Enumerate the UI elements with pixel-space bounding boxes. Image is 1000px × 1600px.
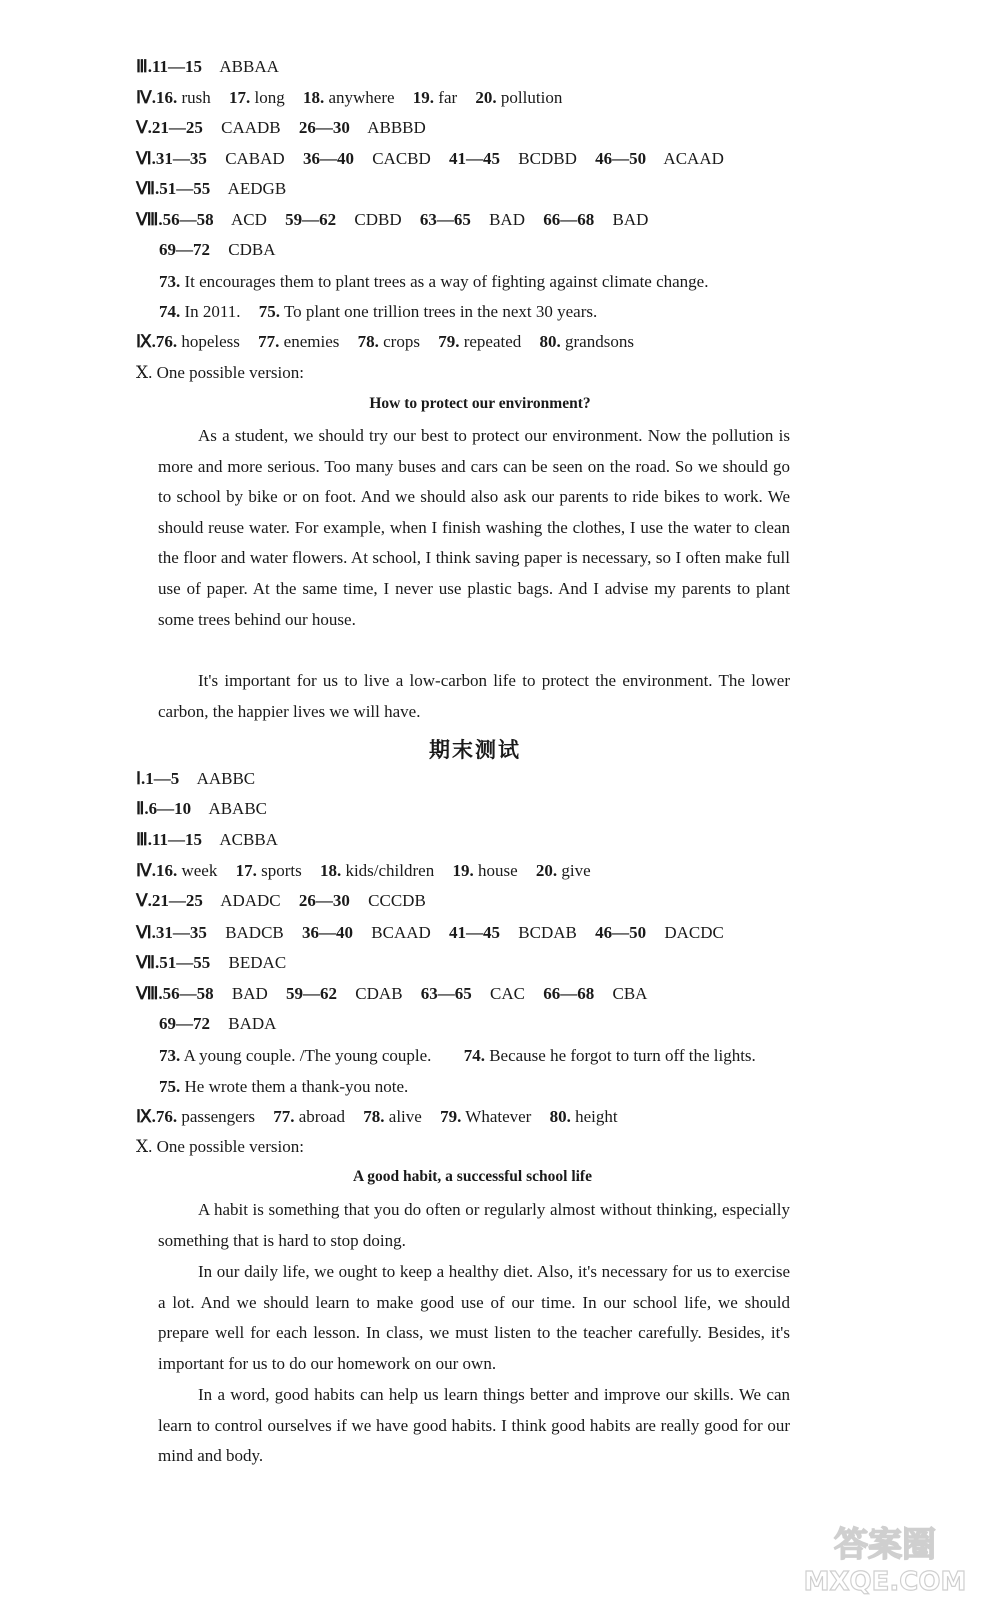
question-range: 36—40 (302, 923, 354, 942)
row-label: Ⅵ.31—35 (136, 149, 207, 168)
question-number: 18. (302, 88, 325, 107)
answer-value: house (477, 861, 518, 880)
question-number: 77. (258, 332, 280, 351)
answer-value: sports (261, 861, 302, 880)
answer-value: far (438, 88, 458, 107)
answer-value: BCAAD (371, 923, 431, 942)
answer-value: ABBBD (367, 118, 426, 137)
row-label: Ⅸ.76. (136, 1107, 178, 1126)
answer-value: hopeless (181, 332, 240, 351)
answer-value: CBA (612, 984, 648, 1003)
answer-row-9 (136, 331, 634, 353)
essay-paragraph-2 (158, 666, 790, 727)
row-label: Ⅶ.51—55 (136, 179, 211, 198)
question-number: 79. (440, 1107, 462, 1126)
answer-74-75 (159, 301, 597, 323)
question-number: 73. (159, 272, 181, 291)
essay-paragraph-1 (158, 421, 790, 635)
essay-text: As a student, we should try our best to protect our environment. Now the pollution is more and more serious. Too many buses and cars can be seen on the road. So we should go to school by bike or on foot. And we should also ask our parents to ride bikes to work. We should reuse water. For example, when I finish washing the clothes, I use the water to clean the floor and water flowers. At school, I think saving paper is necessary, so I often make full use of paper. At the same time, I never use plastic bags. And I advise my parents to plant some trees behind our house. (158, 426, 790, 629)
row-label: Ⅳ.16. (136, 861, 178, 880)
answer-value: CAADB (221, 118, 281, 137)
answer-value: height (575, 1107, 618, 1126)
answer-value: rush (181, 88, 211, 107)
essay-text: In a word, good habits can help us learn things better and improve our skills. We can learn to control ourselves if we have good habits. I think good habits are really good for our mind and body. (158, 1385, 790, 1466)
question-number: 20. (535, 861, 558, 880)
question-range: 26—30 (298, 118, 350, 137)
question-number: 73. (159, 1046, 181, 1065)
row-label: Ⅱ.6—10 (136, 799, 192, 818)
answer-value: give (561, 861, 591, 880)
question-range: 36—40 (302, 149, 354, 168)
question-number: 74. (463, 1046, 485, 1065)
answer-row-10: Ⅹ. One possible version: (136, 1137, 304, 1156)
essay-title: A good habit, a successful school life (353, 1168, 592, 1185)
answer-value: He wrote them a thank-you note. (184, 1077, 409, 1096)
answer-value: CAC (490, 984, 525, 1003)
question-range: 63—65 (419, 210, 471, 229)
row-label: 69—72 (159, 1014, 210, 1033)
row-label: Ⅴ.21—25 (136, 118, 203, 137)
answer-value: long (254, 88, 285, 107)
question-range: 46—50 (595, 149, 647, 168)
answer-value: BCDAB (518, 923, 577, 942)
question-number: 19. (452, 861, 474, 880)
answer-value: A young couple. /The young couple. (183, 1046, 432, 1065)
answer-row-5 (136, 117, 426, 139)
answer-value: CACBD (372, 149, 431, 168)
answer-value: ACBBA (219, 830, 278, 849)
question-number: 17. (228, 88, 251, 107)
row-label: Ⅸ.76. (136, 332, 178, 351)
essay-text: A habit is something that you do often or regularly almost without thinking, especially something that is hard to stop doing. (158, 1200, 790, 1250)
question-number: 77. (273, 1107, 295, 1126)
question-number: 74. (159, 302, 181, 321)
answer-value: grandsons (565, 332, 634, 351)
row-label: Ⅵ.31—35 (136, 923, 207, 942)
row-label: Ⅲ.11—15 (136, 830, 203, 849)
answer-row-4 (136, 87, 562, 109)
answer-row-4 (136, 860, 591, 882)
answer-row-6 (136, 922, 724, 944)
answer-row-5 (136, 890, 426, 912)
question-number: 20. (475, 88, 497, 107)
answer-value: anywhere (328, 88, 395, 107)
answer-row-8b (159, 239, 275, 261)
svg-text:答案圈: 答案圈 (834, 1525, 936, 1565)
answer-row-10: Ⅹ. One possible version: (136, 363, 304, 382)
row-label: Ⅳ.16. (136, 88, 178, 107)
essay-text: In our daily life, we ought to keep a healthy diet. Also, it's necessary for us to exercise a lot. And we should learn to make good use of our time. In our school life, we should prepare well for each lesson. In class, we must listen to the teacher carefully. Besides, it's important for us to do our homework on our own. (158, 1262, 790, 1373)
row-label: Ⅷ.56—58 (136, 210, 214, 229)
answer-value: BEDAC (228, 953, 287, 972)
question-number: 80. (539, 332, 561, 351)
answer-value: abroad (298, 1107, 346, 1126)
answer-row-9 (136, 1106, 618, 1128)
answer-value: CDAB (355, 984, 403, 1003)
question-number: 75. (159, 1077, 181, 1096)
answer-value: CCCDB (368, 891, 426, 910)
section-heading: 期末测试 (429, 738, 521, 762)
answer-row-7 (136, 178, 286, 200)
question-number: 75. (258, 302, 281, 321)
answer-row-3 (136, 829, 278, 851)
answer-value: ACAAD (663, 149, 724, 168)
question-range: 41—45 (449, 149, 501, 168)
answer-row-8b (159, 1013, 276, 1035)
question-number: 17. (235, 861, 257, 880)
question-range: 26—30 (298, 891, 350, 910)
answer-value: AABBC (196, 769, 256, 788)
answer-75 (159, 1076, 408, 1098)
row-label: Ⅷ.56—58 (136, 984, 214, 1003)
answer-value: CDBD (354, 210, 402, 229)
answer-value: kids/children (345, 861, 435, 880)
answer-row-3 (136, 56, 279, 78)
answer-value: pollution (500, 88, 563, 107)
answer-value: ABABC (208, 799, 268, 818)
answer-value: Because he forgot to turn off the lights. (489, 1046, 756, 1065)
question-range: 59—62 (285, 210, 337, 229)
answer-value: In 2011. (184, 302, 241, 321)
row-label: Ⅶ.51—55 (136, 953, 211, 972)
answer-value: BADCB (225, 923, 284, 942)
answer-value: CDBA (228, 240, 276, 259)
answer-value: week (181, 861, 218, 880)
answer-row-1 (136, 768, 255, 790)
answer-row-7 (136, 952, 286, 974)
row-label: Ⅲ.11—15 (136, 57, 203, 76)
answer-value: ACD (230, 210, 267, 229)
answer-value: DACDC (664, 923, 724, 942)
answer-value: BCDBD (518, 149, 577, 168)
answer-value: BADA (228, 1014, 277, 1033)
row-label: 69—72 (159, 240, 210, 259)
essay-paragraph-3 (158, 1380, 790, 1472)
answer-value: enemies (283, 332, 340, 351)
question-range: 66—68 (543, 210, 595, 229)
answer-value: BAD (231, 984, 268, 1003)
question-number: 78. (363, 1107, 385, 1126)
answer-value: crops (383, 332, 420, 351)
question-number: 19. (412, 88, 435, 107)
row-label: Ⅰ.1—5 (136, 769, 180, 788)
answer-value: To plant one trillion trees in the next 30 years. (283, 302, 598, 321)
question-range: 46—50 (595, 923, 647, 942)
answer-value: CABAD (225, 149, 285, 168)
answer-value: Whatever (465, 1107, 532, 1126)
svg-text:MXQE.COM: MXQE.COM (803, 1567, 967, 1596)
essay-title: How to protect our environment? (369, 395, 591, 412)
essay-paragraph-2 (158, 1257, 790, 1379)
question-number: 18. (319, 861, 342, 880)
answer-value: ADADC (220, 891, 281, 910)
essay-text: It's important for us to live a low-carbon life to protect the environment. The lower carbon, the happier lives we will have. (158, 671, 790, 721)
answer-73 (159, 1045, 756, 1067)
question-range: 59—62 (286, 984, 338, 1003)
row-label: Ⅴ.21—25 (136, 891, 203, 910)
answer-row-2 (136, 798, 267, 820)
answer-row-8 (136, 983, 647, 1005)
question-number: 78. (357, 332, 379, 351)
answer-73 (159, 271, 708, 293)
answer-value: BAD (612, 210, 649, 229)
answer-value: alive (388, 1107, 422, 1126)
watermark-logo (790, 1518, 980, 1596)
answer-value: passengers (181, 1107, 256, 1126)
question-number: 80. (549, 1107, 571, 1126)
question-range: 41—45 (449, 923, 501, 942)
answer-row-8 (136, 209, 648, 231)
answer-value: repeated (463, 332, 522, 351)
answer-value: ABBAA (219, 57, 279, 76)
essay-paragraph-1 (158, 1195, 790, 1256)
answer-value: AEDGB (227, 179, 287, 198)
answer-row-6 (136, 148, 724, 170)
answer-value: BAD (489, 210, 525, 229)
answer-value: It encourages them to plant trees as a way of fighting against climate change. (184, 272, 709, 291)
question-range: 63—65 (420, 984, 472, 1003)
question-range: 66—68 (543, 984, 595, 1003)
question-number: 79. (438, 332, 460, 351)
